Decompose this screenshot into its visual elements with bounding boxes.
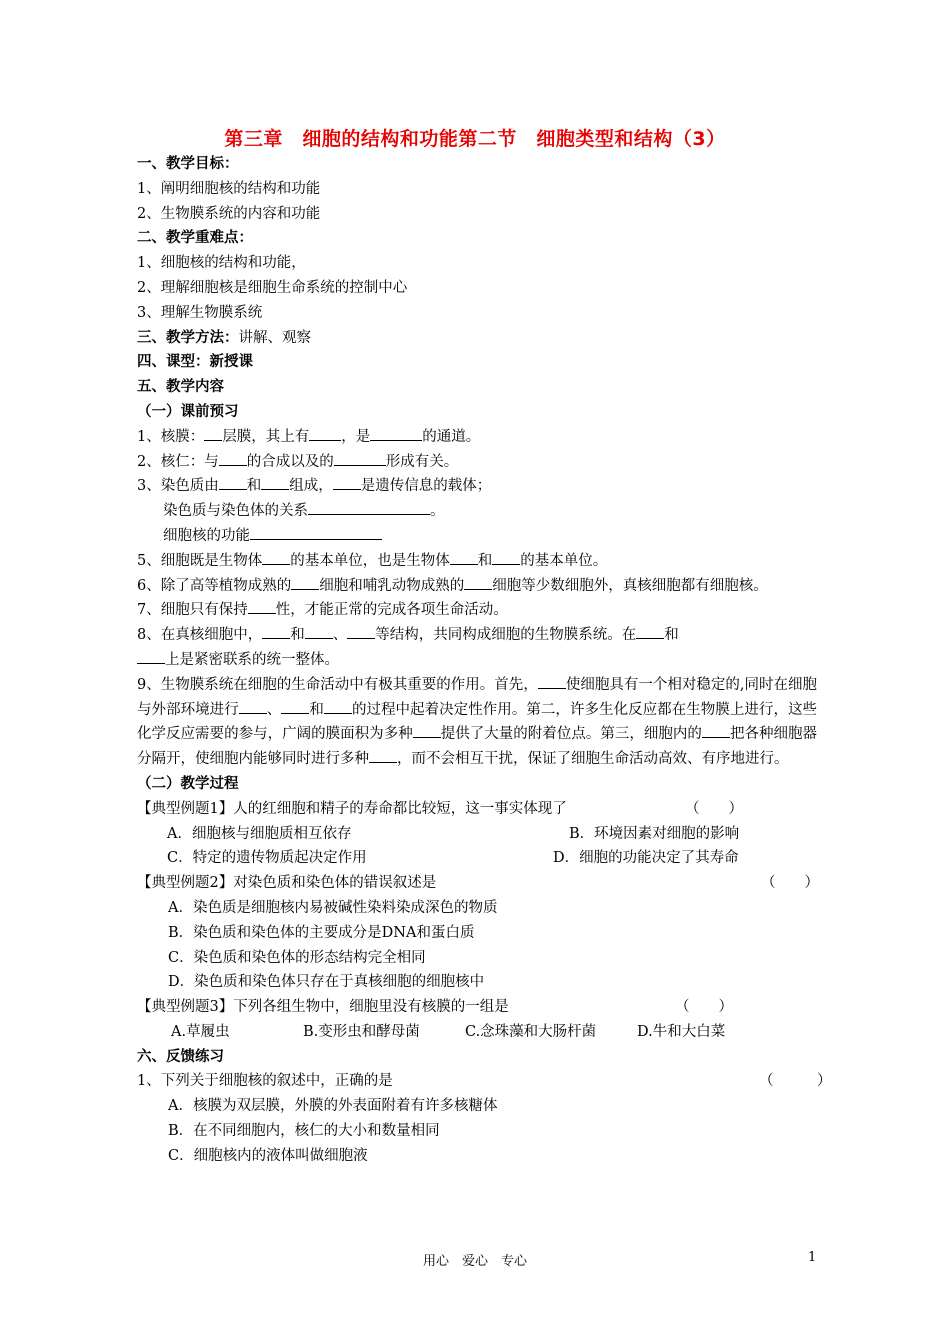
- preview-item-3: 3、染色质由 和 组成， 是遗传信息的载体；: [137, 474, 817, 499]
- fill-blank[interactable]: [250, 525, 382, 540]
- fill-blank[interactable]: [219, 451, 247, 466]
- preview-item-7: 7、细胞只有保持 性，才能正常的完成各项生命活动。: [137, 598, 817, 623]
- option-c[interactable]: C．特定的遗传物质起决定作用: [167, 850, 367, 867]
- fill-blank[interactable]: [492, 550, 520, 565]
- key-point-item: 3、理解生物膜系统: [137, 304, 263, 321]
- fill-blank[interactable]: [347, 624, 375, 639]
- fill-blank[interactable]: [702, 723, 730, 738]
- fill-blank[interactable]: [309, 426, 341, 441]
- preview-item-6: 6、除了高等植物成熟的 细胞和哺乳动物成熟的 细胞等少数细胞外，真核细胞都有细胞核。: [137, 574, 817, 599]
- option-a[interactable]: A．染色质是细胞核内易被碱性染料染成深色的物质: [168, 899, 498, 916]
- example-label: 【典型例题1】: [137, 800, 234, 817]
- fill-blank[interactable]: [334, 451, 386, 466]
- page-number: 1: [808, 1250, 817, 1265]
- answer-paren[interactable]: （ ）: [675, 999, 733, 1016]
- option-b[interactable]: B．染色质和染色体的主要成分是DNA和蛋白质: [168, 924, 475, 941]
- exercise-1-question: 1、下列关于细胞核的叙述中，正确的是 （ ）: [137, 1069, 817, 1094]
- answer-paren[interactable]: （ ）: [685, 800, 743, 817]
- fill-blank[interactable]: [413, 723, 441, 738]
- fill-blank[interactable]: [324, 699, 352, 714]
- option-b[interactable]: B．环境因素对细胞的影响: [569, 825, 740, 842]
- fill-blank[interactable]: [248, 599, 276, 614]
- option-c[interactable]: C.念珠藻和大肠杆菌: [465, 1023, 597, 1040]
- subsection-heading: （二）教学过程: [137, 775, 239, 792]
- fill-blank[interactable]: [219, 475, 247, 490]
- option-b[interactable]: B.变形虫和酵母菌: [303, 1023, 420, 1040]
- preview-item-3b: 染色质与染色体的关系 。: [137, 499, 817, 524]
- fill-blank[interactable]: [239, 699, 267, 714]
- fill-blank[interactable]: [369, 748, 397, 763]
- example-2-question: 【典型例题2】对染色质和染色体的错误叙述是 （ ）: [137, 871, 817, 896]
- fill-blank[interactable]: [262, 550, 290, 565]
- answer-paren[interactable]: （ ）: [761, 875, 819, 892]
- example-1-question: 【典型例题1】人的红细胞和精子的寿命都比较短，这一事实体现了 （ ）: [137, 797, 817, 822]
- subsection-heading: （一）课前预习: [137, 403, 239, 420]
- preview-item-8: 8、在真核细胞中， 和 、 等结构，共同构成细胞的生物膜系统。在 和: [137, 623, 817, 648]
- section-heading: 六、反馈练习: [137, 1048, 224, 1065]
- fill-blank[interactable]: [333, 475, 361, 490]
- page-footer: 用心 爱心 专心: [422, 1254, 527, 1269]
- fill-blank[interactable]: [538, 674, 566, 689]
- document-body: [137, 152, 832, 1169]
- option-a[interactable]: A.草履虫: [171, 1023, 230, 1040]
- preview-item-8b: 上是紧密联系的统一整体。: [137, 648, 817, 673]
- option-d[interactable]: D．细胞的功能决定了其寿命: [553, 850, 739, 867]
- fill-blank[interactable]: [204, 426, 222, 441]
- example-1-options-ab: [137, 822, 817, 847]
- option-c[interactable]: C．细胞核内的液体叫做细胞液: [168, 1147, 368, 1164]
- example-label: 【典型例题2】: [137, 875, 234, 892]
- preview-item-9: 9、生物膜系统在细胞的生命活动中有极其重要的作用。首先， 使细胞具有一个相对稳定的,同时在细胞与外部环境进行 、 和 的过程中起着决定性作用。第二，许多生化反应都在生物膜上进行，这些化学反应需要的参与，广阔的膜面积为多种 提供了大量的附着位点。第三，细胞内的 把各种细胞器分隔开，使细胞内能够同时进行多种 ，而不会相互干扰，保证了细胞生命活动高效、有序地进行。: [137, 673, 817, 772]
- fill-blank[interactable]: [450, 550, 478, 565]
- preview-item-4: 细胞核的功能: [137, 524, 817, 549]
- preview-item-2: 2、核仁：与 的合成以及的 形成有关。: [137, 450, 817, 475]
- option-d[interactable]: D.牛和大白菜: [637, 1023, 726, 1040]
- preview-item-5: 5、细胞既是生物体 的基本单位，也是生物体 和 的基本单位。: [137, 549, 817, 574]
- example-3-options: [137, 1020, 817, 1045]
- fill-blank[interactable]: [262, 624, 290, 639]
- fill-blank[interactable]: [308, 500, 430, 515]
- section-heading: 二、教学重难点：: [137, 230, 253, 247]
- option-a[interactable]: A．细胞核与细胞质相互依存: [167, 825, 352, 842]
- option-a[interactable]: A．核膜为双层膜，外膜的外表面附着有许多核糖体: [168, 1098, 498, 1115]
- goal-item: 1、阐明细胞核的结构和功能: [137, 180, 321, 197]
- option-b[interactable]: B．在不同细胞内，核仁的大小和数量相同: [168, 1123, 440, 1140]
- section-heading: 五、教学内容: [137, 379, 224, 396]
- section-heading: 一、教学目标：: [137, 156, 239, 172]
- section-heading: 四、课型：新授课: [137, 354, 253, 371]
- example-3-question: 【典型例题3】下列各组生物中，细胞里没有核膜的一组是 （ ）: [137, 995, 817, 1020]
- fill-blank[interactable]: [137, 649, 165, 664]
- option-c[interactable]: C．染色质和染色体的形态结构完全相同: [168, 949, 426, 966]
- fill-blank[interactable]: [305, 624, 333, 639]
- section-heading-methods: 三、教学方法：讲解、观察: [137, 329, 311, 346]
- fill-blank[interactable]: [291, 575, 319, 590]
- preview-item-1: 1、核膜： 层膜，其上有 ，是 的通道。: [137, 425, 817, 450]
- fill-blank[interactable]: [464, 575, 492, 590]
- example-1-options-cd: [137, 846, 817, 871]
- fill-blank[interactable]: [370, 426, 422, 441]
- page-title: 第三章 细胞的结构和功能第二节 细胞类型和结构（3）: [224, 128, 726, 150]
- fill-blank[interactable]: [636, 624, 664, 639]
- fill-blank[interactable]: [281, 699, 309, 714]
- key-point-item: 2、理解细胞核是细胞生命系统的控制中心: [137, 279, 408, 296]
- goal-item: 2、生物膜系统的内容和功能: [137, 205, 321, 222]
- answer-paren[interactable]: （ ）: [759, 1073, 832, 1090]
- key-point-item: 1、细胞核的结构和功能，: [137, 255, 306, 272]
- fill-blank[interactable]: [261, 475, 289, 490]
- example-label: 【典型例题3】: [137, 999, 234, 1016]
- option-d[interactable]: D．染色质和染色体只存在于真核细胞的细胞核中: [168, 974, 485, 991]
